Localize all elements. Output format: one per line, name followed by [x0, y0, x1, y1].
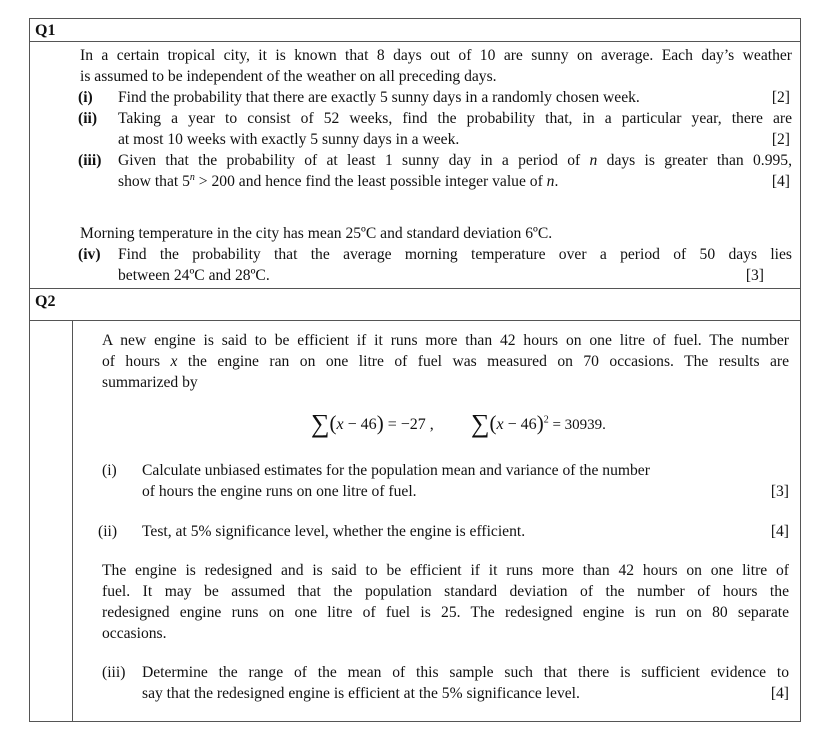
part-text: Taking a year to consist of 52 weeks, find the probability that, in a particular year, there are	[118, 110, 792, 127]
q2-intro-line: A new engine is said to be efficient if it runs more than 42 hours on one litre of fuel. The number	[102, 332, 789, 349]
paragraph-line: redesigned engine runs on one litre of fuel is 25. The redesigned engine is run on 80 separate	[102, 604, 789, 621]
part-label: (i)	[102, 462, 117, 479]
part-label: (ii)	[78, 110, 98, 127]
paragraph-line: fuel. It may be assumed that the population standard deviation of the number of hours the	[102, 583, 789, 600]
part-label: (iii)	[78, 152, 102, 169]
part-text: Test, at 5% significance level, whether the engine is efficient.	[142, 523, 526, 540]
q2-part-iii	[102, 662, 789, 704]
part-text: show that $5^n > 200$ and hence find the least possible integer value of n.	[118, 171, 559, 190]
part-label: (i)	[78, 89, 93, 106]
part-text: at most 10 weeks with exactly 5 sunny days in a week.	[118, 131, 460, 148]
q2-intro	[102, 330, 789, 393]
marks: [2]	[771, 89, 790, 106]
questions-table	[29, 18, 801, 722]
q2-intro-line: summarized by	[102, 374, 198, 391]
q1-temperature-text: Morning temperature in the city has mean 25ºC and standard deviation 6ºC.	[80, 225, 553, 242]
part-label: (iv)	[78, 246, 101, 263]
q1-part-ii	[78, 108, 792, 150]
part-text: Calculate unbiased estimates for the population mean and variance of the number	[142, 462, 650, 479]
sigma-symbol: ∑	[471, 409, 490, 438]
q1-body	[80, 45, 792, 87]
paragraph-line: The engine is redesigned and is said to be efficient if it runs more than 42 hours on one litre of	[102, 562, 789, 579]
q1-part-iii	[78, 150, 792, 192]
marks: [3]	[745, 267, 764, 284]
part-label: (iii)	[102, 664, 126, 681]
marks: [4]	[770, 685, 789, 702]
q1-heading: Q1	[35, 22, 56, 39]
q2-heading: Q2	[35, 293, 56, 310]
part-text: Find the probability that there are exactly 5 sunny days in a randomly chosen week.	[118, 89, 640, 106]
paragraph-line: occasions.	[102, 625, 167, 642]
column-divider	[72, 320, 73, 722]
part-text: of hours the engine runs on one litre of fuel.	[142, 483, 417, 500]
q2-part-i	[102, 460, 789, 502]
marks: [4]	[771, 173, 790, 190]
marks: [2]	[771, 131, 790, 148]
q1-part-iv	[78, 244, 792, 286]
q2-redesign-paragraph	[102, 560, 789, 644]
q2-intro-line: of hours x the engine ran on one litre of fuel was measured on 70 occasions. The results are	[102, 353, 789, 370]
row-divider	[30, 41, 800, 42]
q1-part-i	[78, 87, 792, 108]
q2-part-ii	[98, 521, 789, 542]
marks: [3]	[770, 483, 789, 500]
part-text: Determine the range of the mean of this sample such that there is sufficient evidence to	[142, 664, 789, 681]
part-text: say that the redesigned engine is efficient at the 5% significance level.	[142, 685, 580, 702]
summary-equation-1: ∑(x − 46) = −27 ,	[311, 409, 434, 438]
summary-equation-2: $\sum(x - 46)^2 = 30939$.	[471, 409, 606, 438]
row-divider	[30, 288, 800, 289]
part-label: (ii)	[98, 523, 118, 540]
sigma-symbol: ∑	[311, 409, 330, 438]
q1-intro-line: is assumed to be independent of the weather on all preceding days.	[80, 68, 497, 85]
marks: [4]	[770, 523, 789, 540]
part-text: Find the probability that the average morning temperature over a period of 50 days lies	[118, 246, 792, 263]
part-text: Given that the probability of at least 1 sunny day in a period of n days is greater than 0.995,	[118, 152, 792, 169]
part-text: between 24ºC and 28ºC.	[118, 267, 270, 284]
q1-intro-line: In a certain tropical city, it is known that 8 days out of 10 are sunny on average. Each day’s weather	[80, 47, 792, 64]
row-divider	[30, 320, 800, 321]
